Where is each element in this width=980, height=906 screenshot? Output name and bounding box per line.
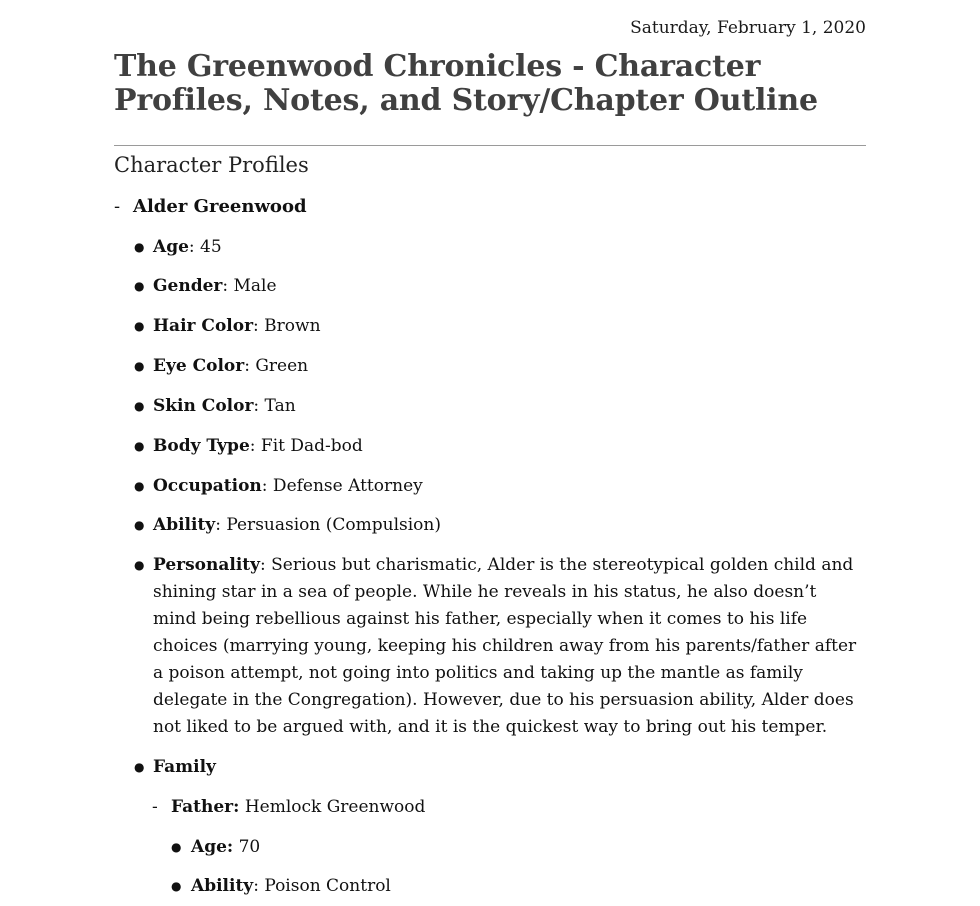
section-heading: Character Profiles xyxy=(114,153,309,177)
attribute-label: Ability xyxy=(153,515,216,535)
bullet-icon: ● xyxy=(171,879,182,893)
attribute-value: Green xyxy=(249,356,309,376)
bullet-icon: ● xyxy=(134,240,145,254)
attribute-label: Age: xyxy=(191,837,234,857)
attribute-label: Personality xyxy=(153,555,261,575)
attribute-value: Male xyxy=(228,276,277,296)
attribute-value: 70 xyxy=(233,837,261,857)
father-name: Hemlock Greenwood xyxy=(239,797,426,817)
bullet-icon: ● xyxy=(134,760,145,774)
title-divider xyxy=(114,145,866,146)
dash-marker: - xyxy=(152,797,158,817)
attribute-value: Persuasion (Compulsion) xyxy=(220,515,441,535)
attribute-label: Hair Color xyxy=(153,316,254,336)
father-label: Father: xyxy=(171,797,240,817)
attribute-label: Eye Color xyxy=(153,356,245,376)
family-label: Family xyxy=(153,757,216,777)
bullet-icon: ● xyxy=(134,439,145,453)
bullet-icon: ● xyxy=(134,319,145,333)
attribute-value: Tan xyxy=(259,396,296,416)
attribute-label: Age xyxy=(153,237,189,257)
dash-marker: - xyxy=(114,196,121,217)
attribute-value: 45 xyxy=(194,237,222,257)
character-heading xyxy=(114,194,307,220)
bullet-icon: ● xyxy=(134,399,145,413)
attribute-label: Occupation xyxy=(153,476,262,496)
document-date: Saturday, February 1, 2020 xyxy=(630,18,866,38)
bullet-icon: ● xyxy=(134,518,145,532)
attribute-value: : Poison Control xyxy=(253,876,391,896)
attribute-label: Body Type xyxy=(153,436,250,456)
bullet-icon: ● xyxy=(134,359,145,373)
personality-paragraph xyxy=(153,552,858,741)
personality-text: : Serious but charismatic, Alder is the stereotypical golden child and shining star in a sea of people. While he reveals in his status, he also doesn’t mind being rebellious against his father, especially when it comes to his life choices (marrying young, keeping his children away from his parents/father after a poison attempt, not going into politics and taking up the mantle as family delegate in the Congregation). However, due to his persuasion ability, Alder does not liked to be argued with, and it is the quickest way to bring out his temper. xyxy=(153,555,857,737)
character-name: Alder Greenwood xyxy=(133,196,307,217)
attribute-label: Skin Color xyxy=(153,396,254,416)
list-item xyxy=(191,873,391,900)
attribute-value: Brown xyxy=(258,316,321,336)
page-title: The Greenwood Chronicles - Character Profiles, Notes, and Story/Chapter Outline xyxy=(114,49,818,118)
bullet-icon: ● xyxy=(134,558,145,572)
attribute-value: Defense Attorney xyxy=(267,476,423,496)
bullet-icon: ● xyxy=(134,279,145,293)
list-item xyxy=(191,834,260,861)
bullet-icon: ● xyxy=(171,840,182,854)
attribute-value: Fit Dad-bod xyxy=(255,436,363,456)
attribute-label: Gender xyxy=(153,276,223,296)
attribute-label: Ability xyxy=(191,876,254,896)
father-heading xyxy=(152,794,425,821)
bullet-icon: ● xyxy=(134,479,145,493)
